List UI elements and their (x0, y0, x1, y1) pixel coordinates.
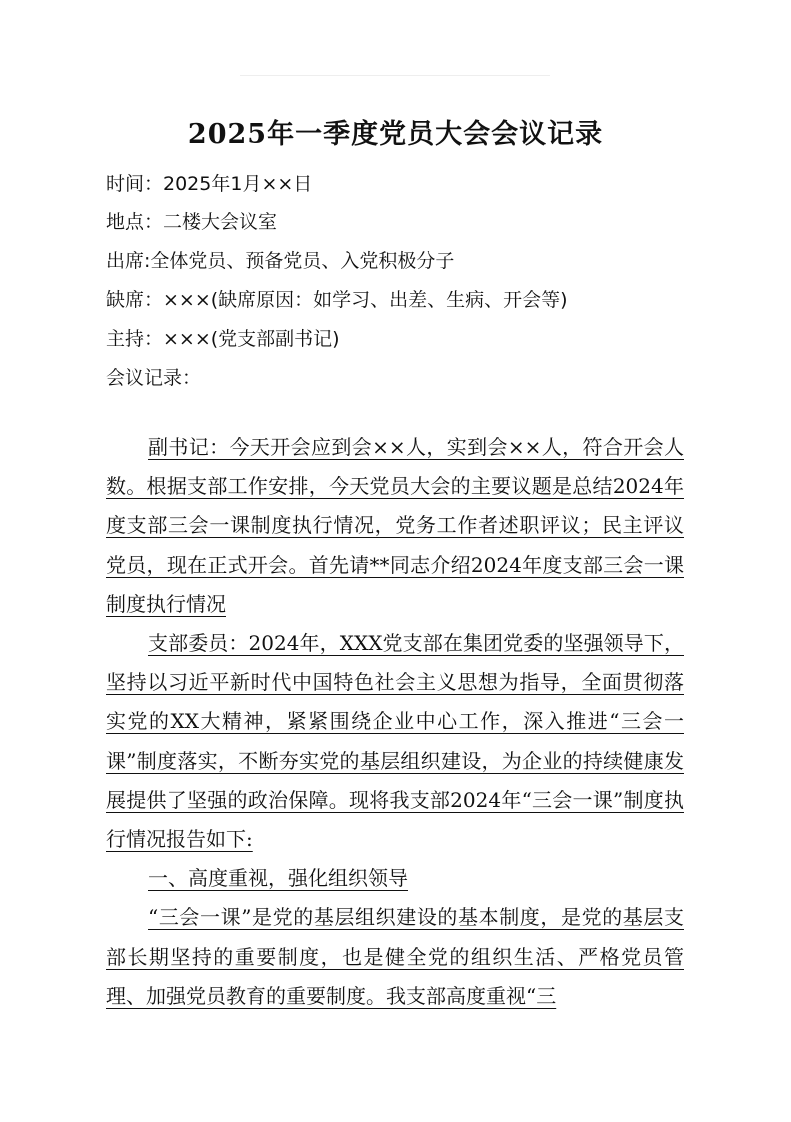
meeting-attendance: 出席:全体党员、预备党员、入党积极分子 (106, 250, 455, 272)
document-title: 2025年一季度党员大会会议记录 (187, 119, 604, 150)
meeting-location: 地点：二楼大会议室 (106, 211, 278, 233)
meeting-absence: 缺席：×××(缺席原因：如学习、出差、生病、开会等) (106, 289, 568, 311)
page-top-rule (240, 75, 550, 76)
paragraph-section-1-text: “三会一课”是党的基层组织建设的基本制度，是党的基层支部长期坚持的重要制度，也是健全党的组织生活、严格党员管理、加强党员教育的重要制度。我支部高度重视“三 (106, 905, 684, 1008)
paragraph-opening (106, 428, 684, 624)
meeting-record-body (106, 428, 684, 1016)
meeting-time: 时间：2025年1月××日 (106, 173, 313, 195)
paragraph-report-text: 支部委员：2024年，XXX党支部在集团党委的坚强领导下，坚持以习近平新时代中国特色社会主义思想为指导，全面贯彻落实党的XX大精神，紧紧围绕企业中心工作，深入推进“三会一课”制度落实，不断夯实党的基层组织建设，为企业的持续健康发展提供了坚强的政治保障。现将我支部2024年“三会一课”制度执行情况报告如下: (106, 631, 684, 852)
meeting-record-label: 会议记录： (106, 367, 202, 389)
paragraph-report (106, 624, 684, 859)
paragraph-section-1 (106, 898, 684, 1016)
paragraph-opening-text: 副书记：今天开会应到会××人，实到会××人，符合开会人数。根据支部工作安排，今天党员大会的主要议题是总结2024年度支部三会一课制度执行情况，党务工作者述职评议；民主评议党员，现在正式开会。首先请**同志介绍2024年度支部三会一课制度执行情况 (106, 435, 684, 616)
meeting-host: 主持：×××(党支部副书记) (106, 328, 340, 350)
section-heading-1: 一、高度重视，强化组织领导 (148, 866, 408, 891)
